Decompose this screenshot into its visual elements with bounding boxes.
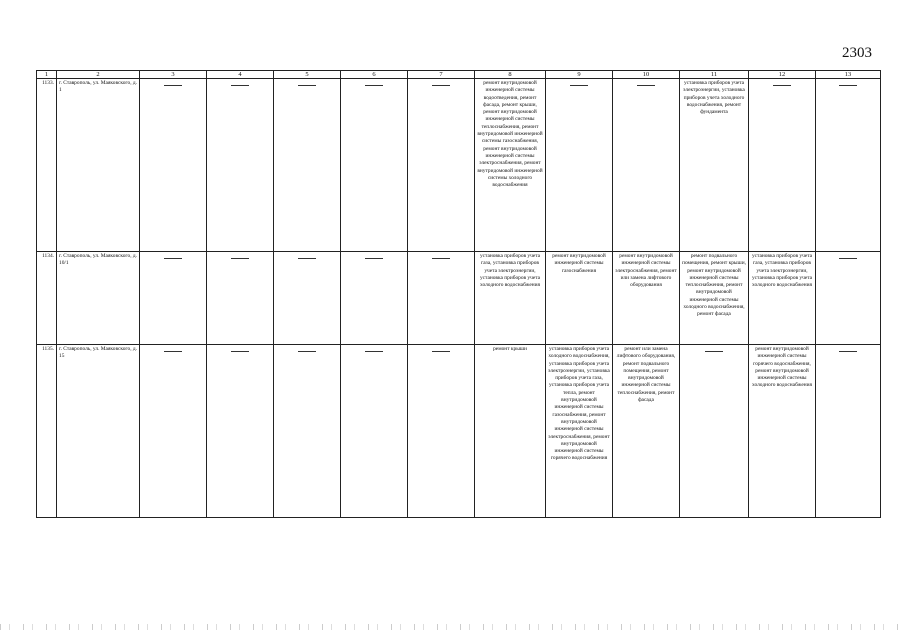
row-number: 1133.	[37, 79, 57, 252]
address-cell: г. Ставрополь, ул. Маяковского, д. 10/1	[57, 252, 140, 345]
dash-mark	[570, 85, 588, 86]
empty-cell-dash	[274, 252, 341, 345]
works-cell-col8: ремонт крыши	[475, 345, 546, 518]
dash-mark	[231, 258, 249, 259]
empty-cell-dash	[408, 79, 475, 252]
dash-mark	[839, 351, 857, 352]
dash-mark	[773, 85, 791, 86]
empty-cell-dash	[408, 345, 475, 518]
column-header-7: 7	[408, 71, 475, 79]
dash-mark	[432, 258, 450, 259]
works-cell-col9: ремонт внутридомовой инженерной системы газоснабжения	[546, 252, 613, 345]
scan-artifact-line	[0, 624, 905, 630]
empty-cell-dash	[341, 252, 408, 345]
header-row	[37, 71, 881, 79]
dash-mark	[298, 258, 316, 259]
table-row	[37, 79, 881, 252]
column-header-5: 5	[274, 71, 341, 79]
page-number: 2303	[842, 45, 872, 61]
row-number: 1134.	[37, 252, 57, 345]
empty-cell-dash	[207, 252, 274, 345]
works-cell-col11: установка приборов учета электроэнергии, установка приборов учета холодного водоснабжения, ремонт фундамента	[680, 79, 749, 252]
column-header-13: 13	[816, 71, 881, 79]
column-header-3: 3	[140, 71, 207, 79]
empty-cell-dash	[816, 345, 881, 518]
empty-cell-dash	[341, 345, 408, 518]
dash-mark	[231, 351, 249, 352]
dash-mark	[164, 85, 182, 86]
address-cell: г. Ставрополь, ул. Маяковского, д. 15	[57, 345, 140, 518]
empty-cell-dash	[749, 79, 816, 252]
works-cell-col12: установка приборов учета газа, установка приборов учета электроэнергии, установка приборов учета холодного водоснабжения	[749, 252, 816, 345]
works-cell-col10: ремонт внутридомовой инженерной системы электроснабжения, ремонт или замена лифтового оборудования	[613, 252, 680, 345]
dash-mark	[637, 85, 655, 86]
empty-cell-dash	[613, 79, 680, 252]
dash-mark	[298, 351, 316, 352]
column-header-4: 4	[207, 71, 274, 79]
empty-cell-dash	[140, 252, 207, 345]
empty-cell-dash	[680, 345, 749, 518]
column-header-6: 6	[341, 71, 408, 79]
empty-cell-dash	[816, 252, 881, 345]
dash-mark	[432, 351, 450, 352]
dash-mark	[365, 85, 383, 86]
empty-cell-dash	[341, 79, 408, 252]
empty-cell-dash	[140, 79, 207, 252]
dash-mark	[164, 351, 182, 352]
dash-mark	[298, 85, 316, 86]
dash-mark	[365, 258, 383, 259]
empty-cell-dash	[546, 79, 613, 252]
dash-mark	[164, 258, 182, 259]
table-row	[37, 252, 881, 345]
column-header-8: 8	[475, 71, 546, 79]
dash-mark	[231, 85, 249, 86]
empty-cell-dash	[207, 345, 274, 518]
empty-cell-dash	[140, 345, 207, 518]
table-row	[37, 345, 881, 518]
row-number: 1135.	[37, 345, 57, 518]
works-cell-col11: ремонт подвального помещения, ремонт крыши, ремонт внутридомовой инженерной системы теплоснабжения, ремонт внутридомовой инженерной системы холодного водоснабжения, ремонт фасада	[680, 252, 749, 345]
dash-mark	[705, 351, 723, 352]
works-cell-col8: установка приборов учета газа, установка приборов учета электроэнергии, установка приборов учета холодного водоснабжения	[475, 252, 546, 345]
column-header-2: 2	[57, 71, 140, 79]
column-header-1: 1	[37, 71, 57, 79]
empty-cell-dash	[816, 79, 881, 252]
empty-cell-dash	[408, 252, 475, 345]
dash-mark	[365, 351, 383, 352]
dash-mark	[839, 85, 857, 86]
column-header-9: 9	[546, 71, 613, 79]
empty-cell-dash	[207, 79, 274, 252]
works-cell-col10: ремонт или замена лифтового оборудования, ремонт подвального помещения, ремонт внутридомовой инженерной системы теплоснабжения, ремонт фасада	[613, 345, 680, 518]
empty-cell-dash	[274, 345, 341, 518]
empty-cell-dash	[274, 79, 341, 252]
works-cell-col8: ремонт внутридомовой инженерной системы водоотведения, ремонт фасада, ремонт крыши, ремонт внутридомовой инженерной системы теплоснабжения, ремонт внутридомовой инженерной системы газоснабжения, ремонт внутридомовой инженерной системы электроснабжения, ремонт внутридомовой инженерной системы холодного водоснабжения	[475, 79, 546, 252]
works-cell-col9: установка приборов учета холодного водоснабжения, установка приборов учета электроэнергии, установка приборов учета газа, установка приборов учета тепла, ремонт внутридомовой инженерной системы газоснабжения, ремонт внутридомовой инженерной системы электроснабжения, ремонт внутридомовой инженерной системы горячего водоснабжения	[546, 345, 613, 518]
repair-schedule-table	[36, 70, 881, 518]
dash-mark	[432, 85, 450, 86]
works-cell-col12: ремонт внутридомовой инженерной системы горячего водоснабжения, ремонт внутридомовой инженерной системы холодного водоснабжения	[749, 345, 816, 518]
column-header-11: 11	[680, 71, 749, 79]
dash-mark	[839, 258, 857, 259]
column-header-10: 10	[613, 71, 680, 79]
column-header-12: 12	[749, 71, 816, 79]
address-cell: г. Ставрополь, ул. Маяковского, д. 1	[57, 79, 140, 252]
